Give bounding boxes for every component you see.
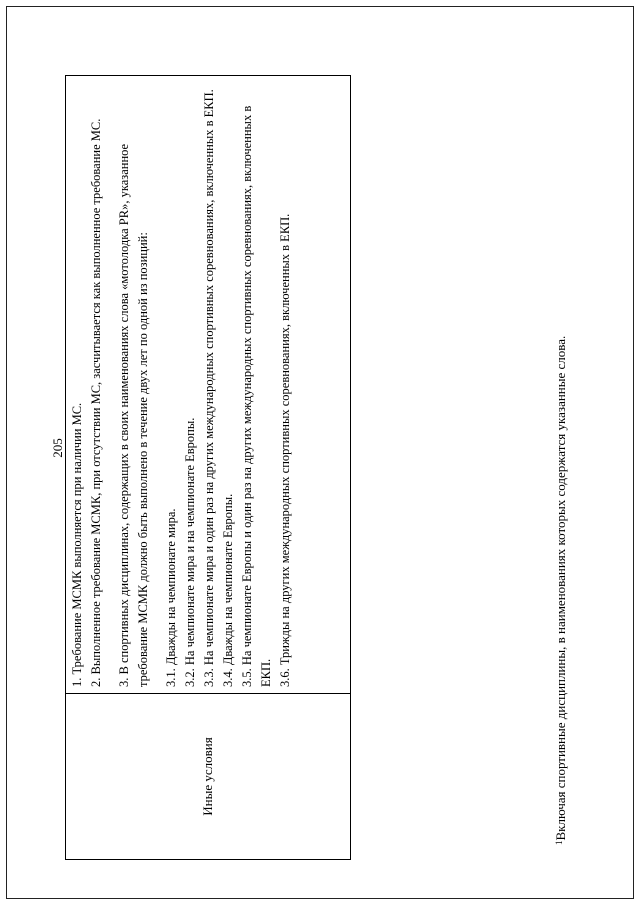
condition-item: 3.3. На чемпионате мира и один раз на других международных спортивных соревнованиях, включенных в ЕКП. xyxy=(202,89,216,687)
condition-item: 3.2. На чемпионате мира и на чемпионате Европы. xyxy=(183,417,197,687)
condition-item: 2. Выполненное требование МСМК, при отсутствии МС, засчитывается как выполненное требование МС. xyxy=(89,118,103,687)
footnote-text: Включая спортивные дисциплины, в наименованиях которых содержатся указанные слова. xyxy=(553,335,568,841)
footnote xyxy=(553,336,569,845)
row-label-cell xyxy=(66,693,350,859)
requirements-table xyxy=(65,75,351,860)
page-number: 205 xyxy=(50,438,65,458)
condition-item: 3.6. Трижды на других международных спортивных соревнованиях, включенных в ЕКП. xyxy=(278,213,292,687)
condition-item: 3. В спортивных дисциплинах, содержащих в своих наименованиях слова «мотолодка PR», указанное требование МСМК должно быть выполнено в течение двух лет по одной из позиций: xyxy=(117,143,150,687)
condition-item: 3.4. Дважды на чемпионате Европы. xyxy=(221,493,235,687)
conditions-cell xyxy=(66,76,350,693)
row-label: Иные условия xyxy=(200,737,215,816)
condition-item: 1. Требование МСМК выполняется при наличии МС. xyxy=(70,402,84,687)
footnote-marker: 1 xyxy=(554,840,564,845)
condition-item: 3.1. Дважды на чемпионате мира. xyxy=(164,508,178,687)
condition-item: 3.5. На чемпионате Европы и один раз на других международных спортивных соревнованиях, включенных в ЕКП. xyxy=(240,105,273,687)
